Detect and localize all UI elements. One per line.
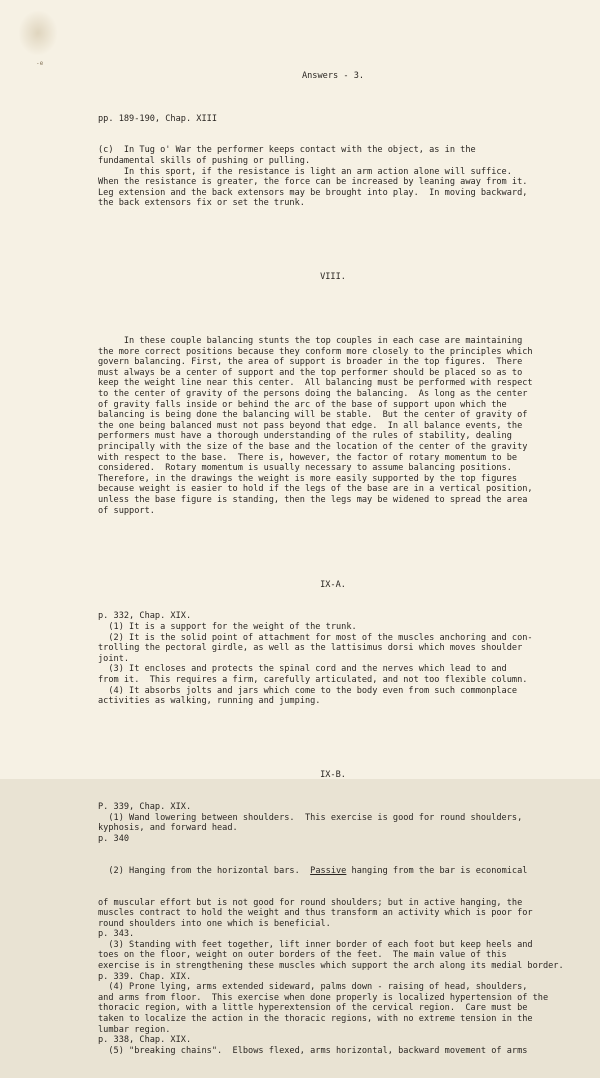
margin-mark: -e — [36, 60, 44, 67]
text-line: P. 339, Chap. XIX. — [98, 802, 192, 813]
section-ixa-heading: IX-A. — [320, 579, 346, 590]
text-line: considered. Rotary momentum is usually necessary to assume balancing positions. — [98, 463, 512, 474]
text-line: the more correct positions because they conform more closely to the principles which — [98, 346, 533, 357]
text-line: p. 339. Chap. XIX. — [98, 971, 192, 982]
text-line: (c) In Tug o' War the performer keeps contact with the object, as in the — [98, 145, 476, 156]
text-line: lumbar region. — [98, 1024, 171, 1035]
text-line: must always be a center of support and the top performer should be placed so as to — [98, 367, 523, 378]
text-line: joint. — [98, 653, 130, 664]
text-line: round shoulders into one which is beneficial. — [98, 918, 331, 929]
section-ixb-heading: IX-B. — [320, 770, 346, 781]
text-line: p. 338, Chap. XIX. — [98, 1035, 192, 1046]
text-line: p. 340 — [98, 833, 130, 844]
text-line: trolling the pectoral girdle, as well as the lattisimus dorsi which moves shoulder — [98, 643, 523, 654]
text-line: Therefore, in the drawings the weight is more easily supported by the top figures — [98, 473, 518, 484]
paper-stain — [18, 10, 58, 56]
text-line: of muscular effort but is not good for round shoulders; but in active hanging, the — [98, 897, 523, 908]
text-line: taken to localize the action in the thoracic regions, with no extreme tension in the — [98, 1014, 533, 1025]
text-line: p. 343. — [98, 929, 135, 940]
text-line: of support. — [98, 505, 155, 516]
text-line: (3) It encloses and protects the spinal cord and the nerves which lead to and — [98, 664, 507, 675]
text-line: the one being balanced must not pass beyond that edge. In all balance events, the — [98, 420, 523, 431]
text-line: In these couple balancing stunts the top couples in each case are maintaining — [98, 336, 523, 347]
text-line: to the center of gravity of the persons doing the balancing. As long as the center — [98, 389, 528, 399]
text-line: toes on the floor, weight on outer borders of the feet. The main value of this — [98, 950, 507, 961]
text-line: because weight is easier to hold if the legs of the base are in a vertical position, — [98, 484, 533, 495]
section-ixb-item-2: (2) Hanging from the horizontal bars. Passive hanging from the bar is economical — [98, 865, 528, 876]
text-line: (2) It is the solid point of attachment for most of the muscles anchoring and con- — [98, 632, 533, 643]
text-line: with respect to the base. There is, however, the factor of rotary momentum to be — [98, 452, 518, 463]
text-line: exercise is in strengthening these muscles which support the arch along its medial border. — [98, 961, 564, 972]
text-line: unless the base figure is standing, then the legs may be widened to spread the area — [98, 494, 528, 505]
text-line: (1) It is a support for the weight of the trunk. — [98, 622, 357, 633]
text-line: Leg extension and the back extensors may be brought into play. In moving backward, — [98, 187, 528, 198]
section-ixb-list-a — [98, 802, 568, 844]
text-line: p. 332, Chap. XIX. — [98, 611, 192, 622]
text-line: from it. This requires a firm, carefully articulated, and not too flexible column. — [98, 675, 528, 686]
text-line: (4) It absorbs jolts and jars which come to the body even from such commonplace — [98, 685, 518, 696]
text-line: (4) Prone lying, arms extended sideward, palms down - raising of head, shoulders, — [98, 982, 528, 993]
text-line: principally with the size of the base and the location of the center of the gravity — [98, 441, 528, 452]
section-ixa-list — [98, 611, 568, 706]
text-line: of gravity falls inside or behind the arc of the base of support upon which the — [98, 399, 507, 410]
text-line: fundamental skills of pushing or pulling. — [98, 155, 311, 166]
text-line: In this sport, if the resistance is light an arm action alone will suffice. — [98, 166, 512, 177]
text-line: the back extensors fix or set the trunk. — [98, 198, 305, 209]
text-line: thoracic region, with a little hyperextension of the cervical region. Care must be — [98, 1003, 528, 1014]
text-line: keep the weight line near this center. All balancing must be performed with respect — [98, 378, 533, 389]
text-line: muscles contract to hold the weight and thus transform an activity which is poor for — [98, 908, 533, 919]
section-viii-heading: VIII. — [320, 272, 346, 283]
text-line: kyphosis, and forward head. — [98, 823, 238, 834]
section-ixb-list-b — [98, 898, 568, 1057]
text-line: activities as walking, running and jumping. — [98, 696, 321, 707]
page-title: Answers - 3. — [301, 71, 365, 82]
text-line: govern balancing. First, the area of support is broader in the top figures. There — [98, 357, 523, 368]
text-line: (3) Standing with feet together, lift inner border of each foot but keep heels and — [98, 939, 533, 950]
text-line: (1) Wand lowering between shoulders. This exercise is good for round shoulders, — [98, 812, 523, 823]
text-line: (5) "breaking chains". Elbows flexed, arms horizontal, backward movement of arms — [98, 1045, 528, 1056]
intro-paragraph — [98, 145, 568, 209]
underlined-word: Passive — [310, 865, 347, 876]
text-line: When the resistance is greater, the force can be increased by leaning away from it. — [98, 177, 528, 188]
text-line: balancing is being done the balancing will be stable. But the center of gravity of — [98, 410, 528, 421]
text-line: and arms from floor. This exercise when done properly is localized hypertension of the — [98, 992, 549, 1003]
intro-reference: pp. 189-190, Chap. XIII — [98, 113, 217, 124]
document-body — [98, 50, 568, 1078]
section-viii-paragraph — [98, 336, 568, 516]
text-line: performers must have a thorough understanding of the rules of stability, dealing — [98, 431, 512, 442]
